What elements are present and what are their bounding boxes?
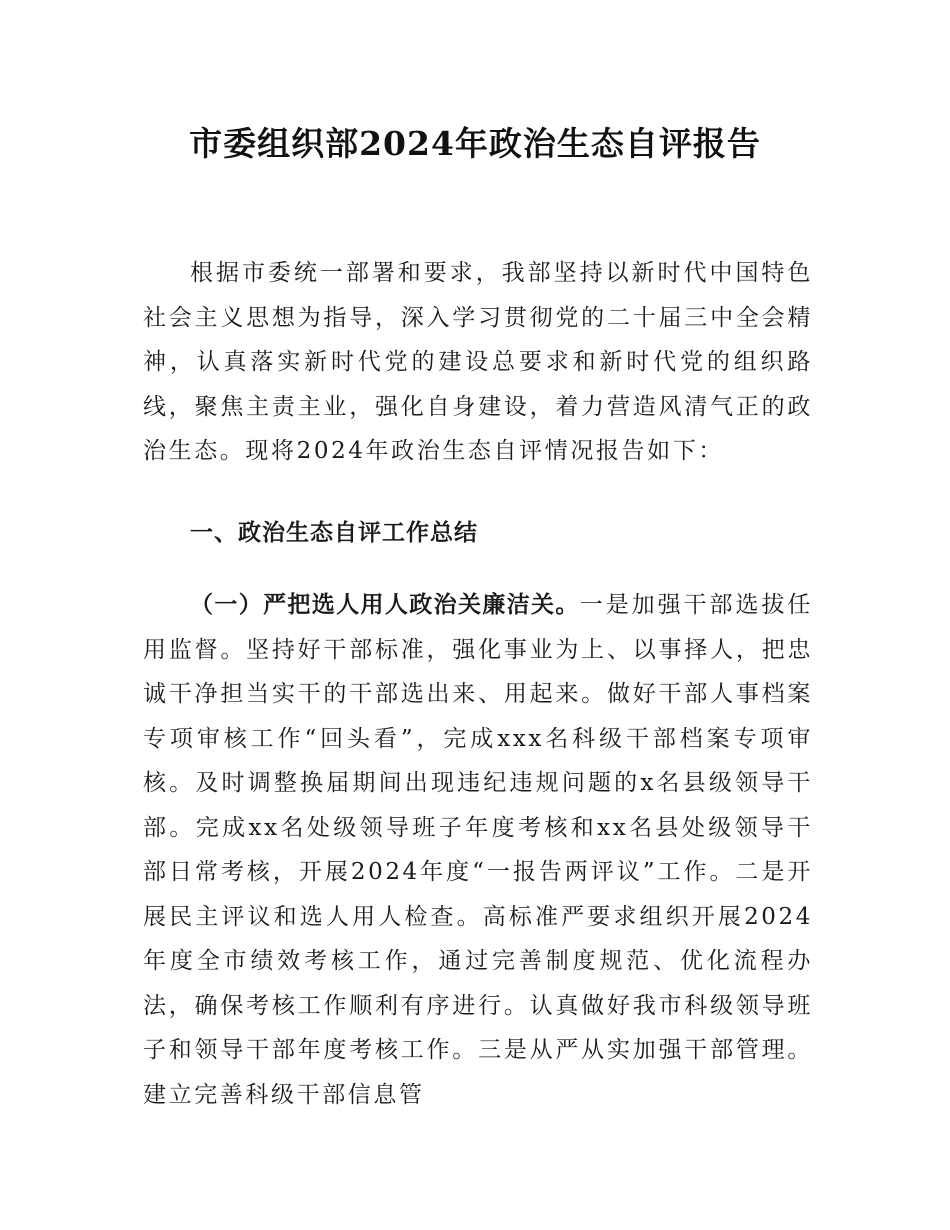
document-title: 市委组织部2024年政治生态自评报告 bbox=[189, 124, 761, 163]
subsection-heading: （一）严把选人用人政治关廉洁关。 bbox=[190, 592, 580, 618]
subsection-paragraph bbox=[143, 583, 813, 1117]
subsection-body: 一是加强干部选拔任用监督。坚持好干部标准，强化事业为上、以事择人，把忠诚干净担当实干的干部选出来、用起来。做好干部人事档案专项审核工作“回头看”，完成xxx名科级干部档案专项审核。及时调整换届期间出现违纪违规问题的x名县级领导干部。完成xx名处级领导班子年度考核和xx名县处级领导干部日常考核，开展2024年度“一报告两评议”工作。二是开展民主评议和选人用人检查。高标准严要求组织开展2024年度全市绩效考核工作，通过完善制度规范、优化流程办法，确保考核工作顺利有序进行。认真做好我市科级领导班子和领导干部年度考核工作。三是从严从实加强干部管理。建立完善科级干部信息管 bbox=[143, 592, 813, 1108]
intro-paragraph: 根据市委统一部署和要求，我部坚持以新时代中国特色社会主义思想为指导，深入学习贯彻党的二十届三中全会精神，认真落实新时代党的建设总要求和新时代党的组织路线，聚焦主责主业，强化自身建设，着力营造风清气正的政治生态。现将2024年政治生态自评情况报告如下： bbox=[143, 260, 813, 464]
section-heading: 一、政治生态自评工作总结 bbox=[190, 520, 478, 546]
